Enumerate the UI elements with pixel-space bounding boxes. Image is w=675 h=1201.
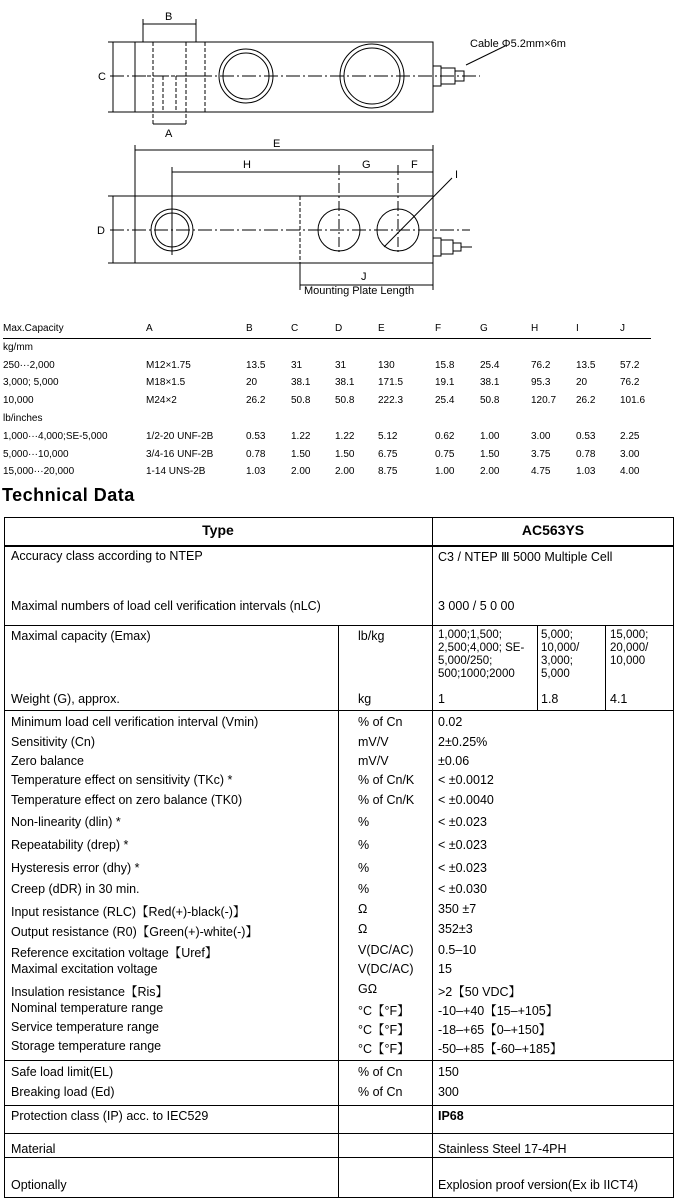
spec-row-unit: % xyxy=(358,838,370,852)
table-rule xyxy=(4,1060,674,1061)
optional-label: Optionally xyxy=(11,1178,67,1192)
protection-value: IP68 xyxy=(438,1109,464,1123)
dim-cell: 8.75 xyxy=(378,466,398,478)
dim-cell: 4.00 xyxy=(620,466,640,478)
dim-cell: 1.50 xyxy=(480,448,500,460)
dim-header-row xyxy=(3,320,651,339)
spec-row-unit: GΩ xyxy=(358,982,378,996)
spec-table xyxy=(4,517,674,1197)
label-f: F xyxy=(411,159,418,171)
spec-row-label: Sensitivity (Cn) xyxy=(11,735,96,749)
label-h: H xyxy=(243,159,251,171)
spec-row-label: Temperature effect on sensitivity (TKc) * xyxy=(11,773,233,787)
spec-row-label: Reference excitation voltage【Uref】 xyxy=(11,946,218,960)
dim-cell: 38.1 xyxy=(291,377,311,389)
dimension-table xyxy=(3,320,651,481)
dim-cell: F xyxy=(435,323,442,334)
dim-cell: B xyxy=(246,323,253,334)
dim-cell: 31 xyxy=(335,359,347,371)
table-rule xyxy=(4,1157,674,1158)
spec-row-value: -50‒+85【-60‒+185】 xyxy=(438,1042,563,1056)
dim-cell: 38.1 xyxy=(335,377,355,389)
dim-cell: 2.00 xyxy=(335,466,355,478)
dim-cell: 4.75 xyxy=(531,466,551,478)
dim-cell: 26.2 xyxy=(576,395,596,407)
capacity-label: Maximal capacity (Emax) xyxy=(11,629,151,643)
table-rule xyxy=(4,710,674,711)
dim-row xyxy=(3,463,651,481)
spec-row-unit: °C【°F】 xyxy=(358,1023,410,1037)
dim-cell: Max.Capacity xyxy=(3,323,64,334)
spec-row-value: -18‒+65【0‒+150】 xyxy=(438,1023,552,1037)
table-rule xyxy=(4,546,674,547)
dim-cell: 2.00 xyxy=(480,466,500,478)
dim-cell: 1.50 xyxy=(291,448,311,460)
dim-cell: 3/4-16 UNF-2B xyxy=(146,448,214,460)
optional-value: Explosion proof version(Ex ib IICT4) xyxy=(438,1178,639,1192)
dim-cell: 1/2-20 UNF-2B xyxy=(146,430,214,442)
protection-label: Protection class (IP) acc. to IEC529 xyxy=(11,1109,209,1123)
dim-cell: 250···2,000 xyxy=(3,359,55,371)
spec-row-value: -10‒+40【15‒+105】 xyxy=(438,1004,559,1018)
spec-row-label: Non-linearity (dlin) * xyxy=(11,815,121,829)
top-view xyxy=(108,19,505,124)
dim-cell: 5.12 xyxy=(378,430,398,442)
table-rule xyxy=(4,517,5,1197)
dim-cell: 1.00 xyxy=(480,430,500,442)
table-rule xyxy=(4,1105,674,1106)
dim-cell: 3.75 xyxy=(531,448,551,460)
spec-row-label: Zero balance xyxy=(11,754,84,768)
spec-row-value: < ±0.023 xyxy=(438,861,487,875)
spec-row-value: 2±0.25% xyxy=(438,735,488,749)
label-i: I xyxy=(455,169,459,181)
dim-cell: 0.53 xyxy=(576,430,596,442)
dim-cell: M12×1.75 xyxy=(146,359,191,371)
dim-cell: 25.4 xyxy=(480,359,500,371)
dim-cell: 25.4 xyxy=(435,395,455,407)
weight-value: 1 xyxy=(438,692,445,706)
spec-row-unit: °C【°F】 xyxy=(358,1042,410,1056)
dim-cell: 6.75 xyxy=(378,448,398,460)
table-rule xyxy=(605,625,606,710)
dim-cell: C xyxy=(291,323,299,334)
spec-row-unit: % of Cn xyxy=(358,1065,403,1079)
nlc-label: Maximal numbers of load cell verification intervals (nLC) xyxy=(11,599,321,613)
label-j: J xyxy=(361,271,367,283)
dim-cell: 3.00 xyxy=(620,448,640,460)
dim-cell: 101.6 xyxy=(620,395,646,407)
spec-row-value: 0.02 xyxy=(438,715,463,729)
dim-cell: 3,000; 5,000 xyxy=(3,377,59,389)
dim-cell: M24×2 xyxy=(146,395,177,407)
dim-cell: 2.25 xyxy=(620,430,640,442)
spec-row-value: < ±0.0040 xyxy=(438,793,494,807)
spec-row-label: Input resistance (RLC)【Red(+)-black(-)】 xyxy=(11,905,246,919)
dim-cell: 50.8 xyxy=(480,395,500,407)
type-header: Type xyxy=(202,522,234,538)
page-title: Technical Data xyxy=(2,485,135,505)
spec-row-unit: °C【°F】 xyxy=(358,1004,410,1018)
spec-row-unit: % xyxy=(358,861,370,875)
dim-cell: 1-14 UNS-2B xyxy=(146,466,206,478)
spec-row-value: 150 xyxy=(438,1065,459,1079)
spec-row-unit: Ω xyxy=(358,922,368,936)
spec-row-value: >2【50 VDC】 xyxy=(438,985,522,999)
spec-row-unit: mV/V xyxy=(358,754,389,768)
spec-row-value: < ±0.0012 xyxy=(438,773,494,787)
dim-cell: E xyxy=(378,323,385,334)
spec-row-value: 15 xyxy=(438,962,452,976)
label-a: A xyxy=(165,128,173,140)
dim-cell: 1.50 xyxy=(335,448,355,460)
dim-row xyxy=(3,392,651,410)
table-rule xyxy=(673,517,674,1197)
dim-cell: 1.03 xyxy=(576,466,596,478)
spec-row-label: Hysteresis error (dhy) * xyxy=(11,861,140,875)
dim-cell: 95.3 xyxy=(531,377,551,389)
spec-row-unit: % of Cn/K xyxy=(358,793,415,807)
weight-label: Weight (G), approx. xyxy=(11,692,120,706)
capacity-value: 1,000;1,500; 2,500;4,000; SE-5,000/250; 500;1000;2000 xyxy=(438,629,525,680)
spec-row-label: Service temperature range xyxy=(11,1020,159,1034)
accuracy-label: Accuracy class according to NTEP xyxy=(11,549,203,563)
weight-value: 4.1 xyxy=(610,692,628,706)
capacity-value: 5,000; 10,000/ 3,000; 5,000 xyxy=(541,629,580,680)
dim-row xyxy=(3,446,651,464)
spec-row-label: Output resistance (R0)【Green(+)-white(-)】 xyxy=(11,925,258,939)
spec-row-unit: % xyxy=(358,815,370,829)
spec-row-value: < ±0.023 xyxy=(438,838,487,852)
spec-row-label: Insulation resistance【Ris】 xyxy=(11,985,169,999)
spec-row-value: 300 xyxy=(438,1085,459,1099)
unit-row xyxy=(3,339,651,357)
cable-label: Cable Φ5.2mm×6m xyxy=(470,38,566,50)
dim-cell: 31 xyxy=(291,359,303,371)
spec-row-label: Storage temperature range xyxy=(11,1039,162,1053)
capacity-value: 15,000; 20,000/ 10,000 xyxy=(610,629,649,667)
dim-cell: 13.5 xyxy=(246,359,266,371)
label-d: D xyxy=(97,225,105,237)
table-rule xyxy=(4,625,674,626)
dim-cell: 38.1 xyxy=(480,377,500,389)
spec-row-value: < ±0.030 xyxy=(438,882,487,896)
dim-row xyxy=(3,428,651,446)
dim-cell: 76.2 xyxy=(620,377,640,389)
dim-cell: 0.78 xyxy=(576,448,596,460)
dim-cell: H xyxy=(531,323,539,334)
spec-row-unit: % of Cn xyxy=(358,1085,403,1099)
label-c: C xyxy=(98,71,106,83)
dim-cell: 76.2 xyxy=(531,359,551,371)
dim-cell: 1.22 xyxy=(335,430,355,442)
dim-cell: 50.8 xyxy=(335,395,355,407)
material-label: Material xyxy=(11,1142,56,1156)
dim-cell: 26.2 xyxy=(246,395,266,407)
dim-cell: 1,000···4,000;SE-5,000 xyxy=(3,430,108,442)
dim-cell: 1.00 xyxy=(435,466,455,478)
spec-row-value: 350 ±7 xyxy=(438,902,477,916)
dim-cell: 120.7 xyxy=(531,395,557,407)
weight-unit: kg xyxy=(358,692,372,706)
dim-cell: 0.62 xyxy=(435,430,455,442)
dim-cell: 5,000···10,000 xyxy=(3,448,69,460)
dim-cell: 50.8 xyxy=(291,395,311,407)
spec-row-unit: V(DC/AC) xyxy=(358,943,414,957)
spec-row-unit: % of Cn/K xyxy=(358,773,415,787)
dim-cell: 15.8 xyxy=(435,359,455,371)
dim-cell: G xyxy=(480,323,488,334)
spec-row-label: Safe load limit(EL) xyxy=(11,1065,114,1079)
spec-row-value: 0.5‒10 xyxy=(438,943,477,957)
label-g: G xyxy=(362,159,371,171)
spec-row-value: 352±3 xyxy=(438,922,473,936)
dim-cell: 1.22 xyxy=(291,430,311,442)
dim-cell: D xyxy=(335,323,343,334)
dim-cell: M18×1.5 xyxy=(146,377,186,389)
technical-drawing xyxy=(0,0,675,305)
table-rule xyxy=(4,1133,674,1134)
spec-row-value: < ±0.023 xyxy=(438,815,487,829)
dim-cell: 0.78 xyxy=(246,448,266,460)
dim-cell: 3.00 xyxy=(531,430,551,442)
table-rule xyxy=(537,625,538,710)
spec-row-unit: mV/V xyxy=(358,735,389,749)
label-e: E xyxy=(273,138,281,150)
dim-cell: 20 xyxy=(576,377,588,389)
spec-row-value: ±0.06 xyxy=(438,754,470,768)
type-value: AC563YS xyxy=(521,522,585,538)
unit-row xyxy=(3,410,651,428)
nlc-value: 3 000 / 5 0 00 xyxy=(438,599,515,613)
dim-cell: 15,000···20,000 xyxy=(3,466,75,478)
dim-cell: 222.3 xyxy=(378,395,404,407)
material-value: Stainless Steel 17-4PH xyxy=(438,1142,567,1156)
dim-cell: I xyxy=(576,323,579,334)
dim-row xyxy=(3,357,651,375)
table-rule xyxy=(4,517,674,518)
dim-cell: 1.03 xyxy=(246,466,266,478)
dim-cell: J xyxy=(620,323,625,334)
label-b: B xyxy=(165,11,173,23)
dim-cell: 10,000 xyxy=(3,395,34,407)
mounting-label: Mounting Plate Length xyxy=(304,285,415,297)
dim-cell: 57.2 xyxy=(620,359,640,371)
dim-cell: 0.75 xyxy=(435,448,455,460)
accuracy-value: C3 / NTEP Ⅲ 5000 Multiple Cell xyxy=(438,550,613,564)
spec-row-unit: Ω xyxy=(358,902,368,916)
dim-row xyxy=(3,374,651,392)
spec-row-label: Temperature effect on zero balance (TK0) xyxy=(11,793,243,807)
dim-cell: 19.1 xyxy=(435,377,455,389)
spec-row-label: Maximal excitation voltage xyxy=(11,962,158,976)
spec-row-unit: % of Cn xyxy=(358,715,403,729)
dim-cell: 130 xyxy=(378,359,395,371)
spec-row-label: Nominal temperature range xyxy=(11,1001,164,1015)
spec-row-label: Creep (dDR) in 30 min. xyxy=(11,882,140,896)
spec-row-label: Minimum load cell verification interval (Vmin) xyxy=(11,715,259,729)
dim-cell: 2.00 xyxy=(291,466,311,478)
table-rule xyxy=(4,1197,674,1198)
dim-cell: 13.5 xyxy=(576,359,596,371)
weight-value: 1.8 xyxy=(541,692,559,706)
capacity-unit: lb/kg xyxy=(358,629,385,643)
dim-cell: 0.53 xyxy=(246,430,266,442)
spec-row-unit: % xyxy=(358,882,370,896)
spec-row-label: Breaking load (Ed) xyxy=(11,1085,115,1099)
unit-label: kg/mm xyxy=(3,341,33,353)
spec-row-unit: V(DC/AC) xyxy=(358,962,414,976)
dim-cell: 171.5 xyxy=(378,377,404,389)
dim-cell: A xyxy=(146,323,153,334)
dim-cell: 20 xyxy=(246,377,258,389)
unit-label: lb/inches xyxy=(3,412,43,424)
spec-row-label: Repeatability (drep) * xyxy=(11,838,129,852)
